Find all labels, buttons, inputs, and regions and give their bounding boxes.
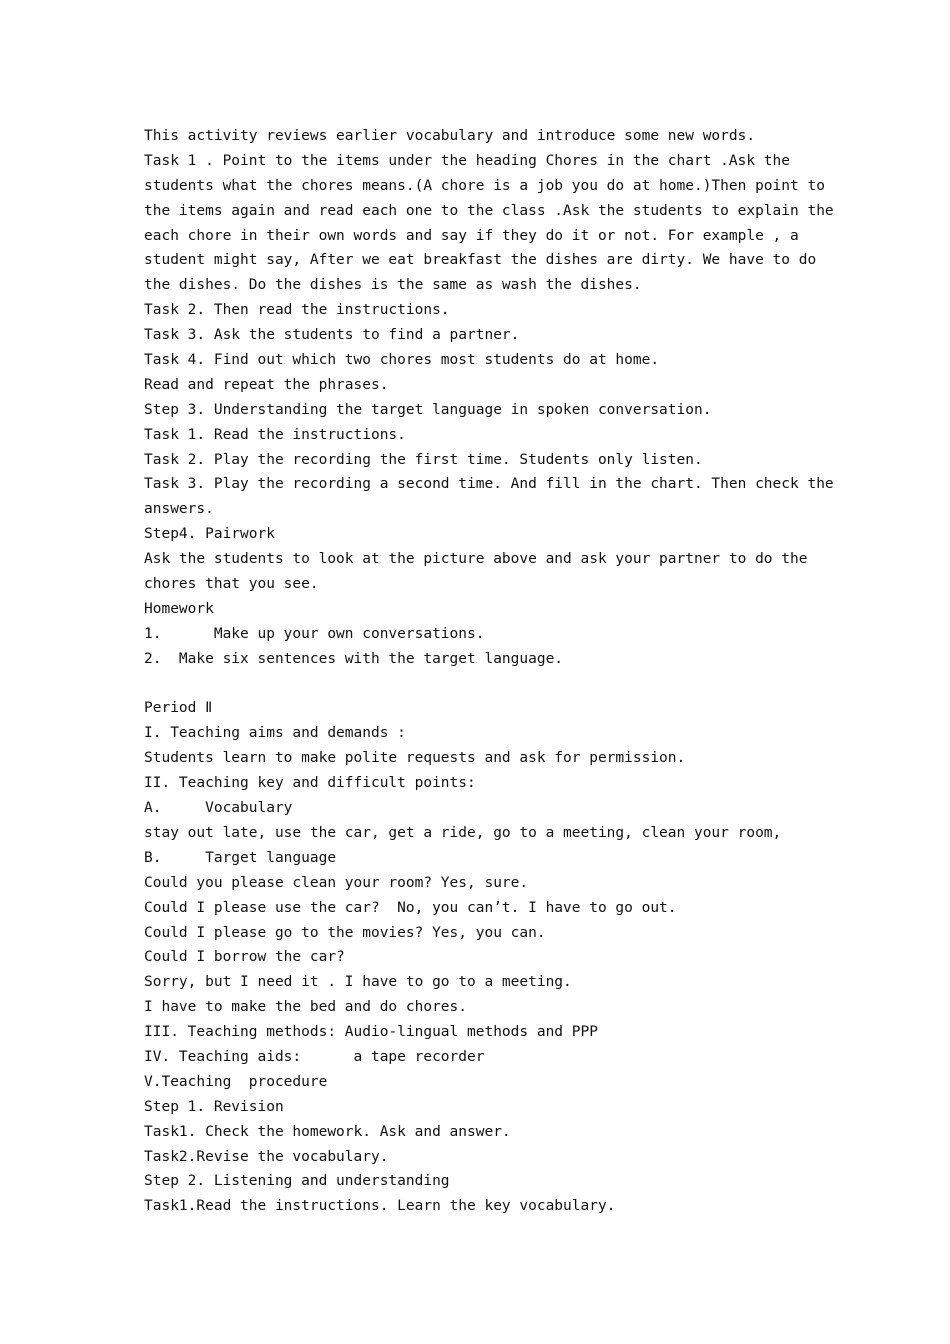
text-line: This activity reviews earlier vocabulary and introduce some new words. xyxy=(144,128,756,144)
text-line: student might say, After we eat breakfast the dishes are dirty. We have to do xyxy=(144,252,817,269)
text-line: chores that you see. xyxy=(144,576,319,593)
section-heading: Step4. Pairwork xyxy=(144,526,275,543)
section-heading: Step 2. Listening and understanding xyxy=(144,1173,450,1190)
section-heading: Homework xyxy=(144,600,214,617)
text-line: Sorry, but I need it . I have to go to a meeting. xyxy=(144,974,572,991)
text-line: the dishes. Do the dishes is the same as wash the dishes. xyxy=(144,277,642,294)
section-heading: Step 3. Understanding the target language in spoken conversation. xyxy=(144,401,712,418)
text-line: Could you please clean your room? Yes, sure. xyxy=(144,874,529,891)
text-line: Task 4. Find out which two chores most students do at home. xyxy=(144,352,660,369)
text-line: students what the chores means.(A chore is a job you do at home.)Then point to xyxy=(144,177,825,194)
text-line: stay out late, use the car, get a ride, go to a meeting, clean your room, xyxy=(144,824,782,841)
text-line: the items again and read each one to the class .Ask the students to explain the xyxy=(144,202,834,219)
section-heading: V.Teaching procedure xyxy=(144,1073,328,1090)
text-line: Task 2. Play the recording the first time. Students only listen. xyxy=(144,451,703,468)
blank-line xyxy=(144,672,834,697)
text-line: Task2.Revise the vocabulary. xyxy=(144,1148,389,1165)
text-line: Ask the students to look at the picture above and ask your partner to do the xyxy=(144,551,808,568)
text-line: Task 1 . Point to the items under the heading Chores in the chart .Ask the xyxy=(144,152,791,169)
list-item: 2. Make six sentences with the target language. xyxy=(144,650,564,667)
text-line: Task1. Check the homework. Ask and answer. xyxy=(144,1123,511,1140)
text-line: Read and repeat the phrases. xyxy=(144,376,389,393)
text-line: Could I borrow the car? xyxy=(144,949,345,966)
section-heading: I. Teaching aims and demands : xyxy=(144,725,406,742)
text-line: Task1.Read the instructions. Learn the key vocabulary. xyxy=(144,1198,616,1215)
text-line: Task 3. Ask the students to find a partner. xyxy=(144,327,520,344)
text-line: Task 1. Read the instructions. xyxy=(144,426,406,443)
text-line: Task 3. Play the recording a second time. And fill in the chart. Then check the xyxy=(144,476,834,493)
text-line: Students learn to make polite requests and ask for permission. xyxy=(144,750,686,767)
section-heading: Step 1. Revision xyxy=(144,1098,284,1115)
section-heading: IV. Teaching aids: a tape recorder xyxy=(144,1048,485,1065)
list-item: B. Target language xyxy=(144,849,337,866)
text-line: each chore in their own words and say if they do it or not. For example , a xyxy=(144,227,799,244)
period-heading: Period Ⅱ xyxy=(144,700,213,717)
text-line: Task 2. Then read the instructions. xyxy=(144,302,450,319)
document-body xyxy=(144,124,834,1219)
text-line: Could I please go to the movies? Yes, you can. xyxy=(144,924,546,941)
list-item: A. Vocabulary xyxy=(144,800,293,817)
text-line: I have to make the bed and do chores. xyxy=(144,999,468,1016)
text-line: Could I please use the car? No, you can’t. I have to go out. xyxy=(144,899,677,916)
text-line: answers. xyxy=(144,501,214,518)
section-heading: III. Teaching methods: Audio-lingual methods and PPP xyxy=(144,1024,598,1041)
list-item: 1. Make up your own conversations. xyxy=(144,625,485,642)
section-heading: II. Teaching key and difficult points: xyxy=(144,775,476,792)
